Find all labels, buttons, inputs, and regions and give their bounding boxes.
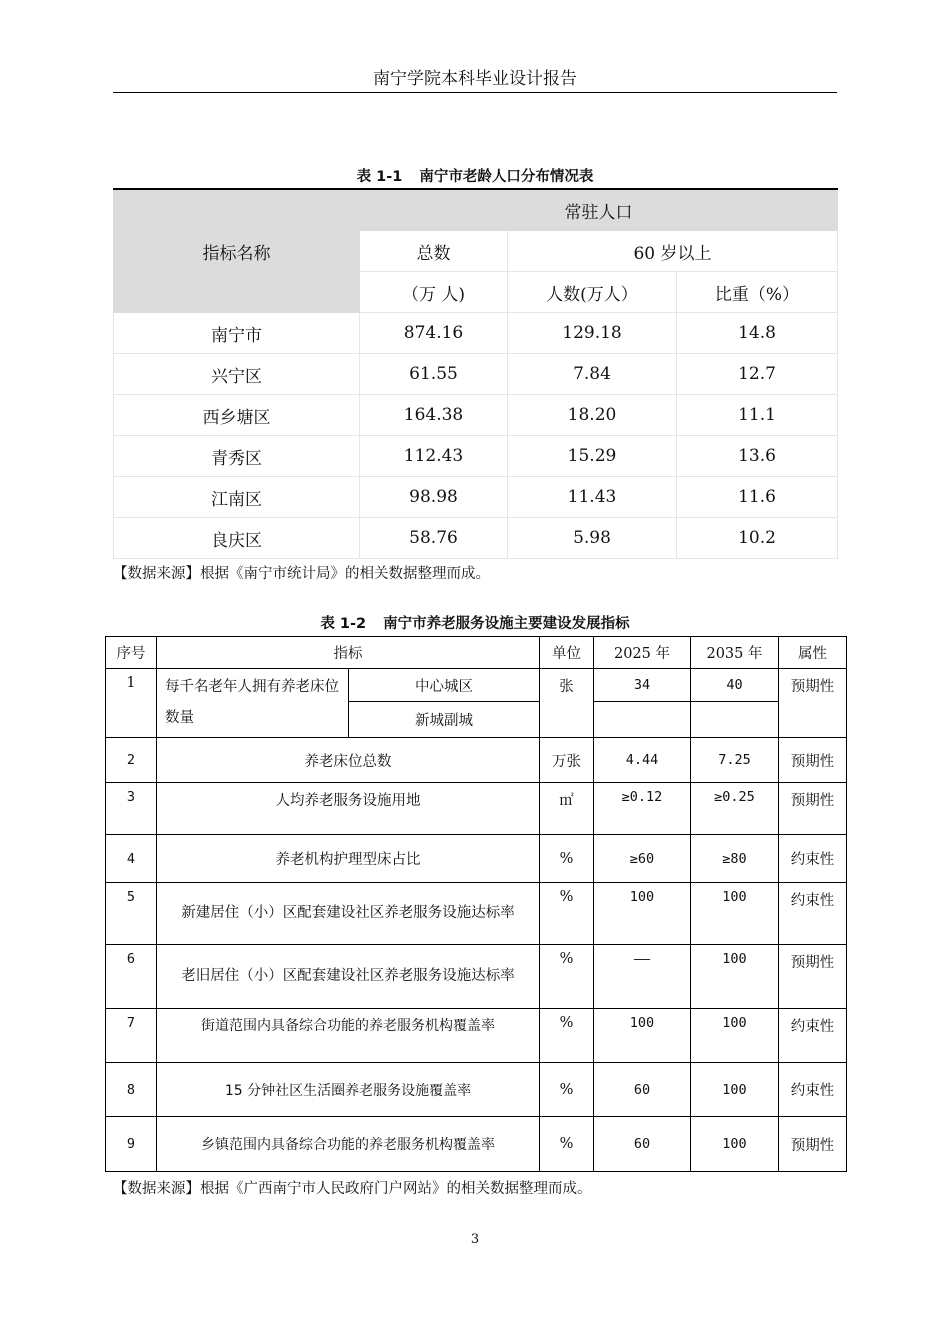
table2-source-note: 【数据来源】根据《广西南宁市人民政府门户网站》的相关数据整理而成。	[113, 1181, 592, 1197]
table1-elderly-population	[113, 188, 838, 559]
table-row	[106, 783, 847, 835]
table2-cell-unit: 张	[540, 669, 594, 738]
table2-cell-unit: ㎡	[540, 783, 594, 835]
table-row	[106, 1117, 847, 1172]
table2-cell-seq: 2	[106, 738, 157, 783]
table1-cell-count: 5.98	[508, 518, 677, 559]
table2-cell-unit: %	[540, 1063, 594, 1117]
table1-header-ratio: 比重（%）	[677, 272, 838, 313]
table2-cell-2035: 7.25	[691, 738, 779, 783]
table1-caption-number: 表 1-1	[356, 169, 403, 185]
table2-cell-unit: %	[540, 945, 594, 1009]
table2-header-attr: 属性	[779, 637, 847, 669]
table1-cell-ratio: 11.1	[677, 395, 838, 436]
table2-cell-attr: 约束性	[779, 1063, 847, 1117]
table2-cell-2025: 34	[594, 669, 691, 702]
table2-cell-2025-empty	[594, 702, 691, 738]
table1-header-indicator: 指标名称	[114, 189, 360, 313]
table-row	[114, 436, 838, 477]
table2-caption	[105, 613, 845, 635]
table1-cell-total: 98.98	[360, 477, 508, 518]
table2-cell-seq: 7	[106, 1009, 157, 1063]
table2-caption-title: 南宁市养老服务设施主要建设发展指标	[383, 616, 630, 632]
table1-cell-name: 兴宁区	[114, 354, 360, 395]
table-row	[114, 354, 838, 395]
table1-header-over60: 60 岁以上	[508, 231, 838, 272]
table2-cell-indicator: 乡镇范围内具备综合功能的养老服务机构覆盖率	[157, 1117, 540, 1172]
table2-header-2025: 2025 年	[594, 637, 691, 669]
table1-header-total-unit: （万 人)	[360, 272, 508, 313]
table1-header-group: 常驻人口	[360, 189, 838, 231]
table-row	[106, 883, 847, 945]
table2-cell-seq: 4	[106, 835, 157, 883]
table2-cell-seq: 5	[106, 883, 157, 945]
table1-cell-name: 良庆区	[114, 518, 360, 559]
table2-cell-2025: 60	[594, 1063, 691, 1117]
table1-cell-total: 874.16	[360, 313, 508, 354]
table2-cell-sub-new: 新城副城	[349, 702, 540, 738]
table2-cell-2025: ≥0.12	[594, 783, 691, 835]
table2-cell-attr: 约束性	[779, 883, 847, 945]
table2-cell-unit: %	[540, 883, 594, 945]
table1-header-row	[114, 189, 838, 231]
table2-facility-indicators	[105, 636, 847, 1172]
table1-cell-count: 15.29	[508, 436, 677, 477]
table2-cell-2025: 100	[594, 883, 691, 945]
table2-cell-unit: %	[540, 835, 594, 883]
table1-cell-name: 江南区	[114, 477, 360, 518]
table1-source-note: 【数据来源】根据《南宁市统计局》的相关数据整理而成。	[113, 566, 490, 582]
table2-cell-indicator: 每千名老年人拥有养老床位数量	[157, 669, 349, 738]
table2-cell-sub-central: 中心城区	[349, 669, 540, 702]
table-row	[106, 738, 847, 783]
table1-cell-count: 11.43	[508, 477, 677, 518]
table2-cell-attr: 预期性	[779, 945, 847, 1009]
table1-caption	[113, 166, 837, 188]
table1-cell-ratio: 11.6	[677, 477, 838, 518]
table1-header-count: 人数(万人）	[508, 272, 677, 313]
table2-cell-2035: 100	[691, 945, 779, 1009]
table1-caption-title: 南宁市老龄人口分布情况表	[419, 169, 594, 185]
table1-cell-total: 164.38	[360, 395, 508, 436]
table2-cell-seq: 6	[106, 945, 157, 1009]
table2-cell-2035: 40	[691, 669, 779, 702]
table1-cell-ratio: 13.6	[677, 436, 838, 477]
table2-cell-indicator: 养老机构护理型床占比	[157, 835, 540, 883]
running-header	[113, 66, 837, 93]
page-number: 3	[470, 1232, 480, 1247]
table1-cell-ratio: 10.2	[677, 518, 838, 559]
table2-cell-indicator: 15 分钟社区生活圈养老服务设施覆盖率	[157, 1063, 540, 1117]
table2-cell-2025: 100	[594, 1009, 691, 1063]
table2-cell-2025: 4.44	[594, 738, 691, 783]
table2-cell-attr: 预期性	[779, 783, 847, 835]
table1-cell-name: 南宁市	[114, 313, 360, 354]
table2-cell-2035: 100	[691, 1009, 779, 1063]
table2-cell-2025: ≥60	[594, 835, 691, 883]
table2-cell-2035-empty	[691, 702, 779, 738]
table1-cell-total: 61.55	[360, 354, 508, 395]
table1-cell-count: 7.84	[508, 354, 677, 395]
table2-cell-2035: ≥0.25	[691, 783, 779, 835]
table-row	[106, 835, 847, 883]
table1-cell-name: 青秀区	[114, 436, 360, 477]
table2-cell-unit: %	[540, 1117, 594, 1172]
table2-cell-seq: 3	[106, 783, 157, 835]
table2-cell-indicator: 老旧居住（小）区配套建设社区养老服务设施达标率	[157, 945, 540, 1009]
table-row	[114, 477, 838, 518]
table-row	[106, 1063, 847, 1117]
table2-header-seq: 序号	[106, 637, 157, 669]
table1-cell-ratio: 14.8	[677, 313, 838, 354]
table2-cell-attr: 预期性	[779, 1117, 847, 1172]
table2-cell-attr: 约束性	[779, 1009, 847, 1063]
table2-cell-indicator: 街道范围内具备综合功能的养老服务机构覆盖率	[157, 1009, 540, 1063]
table-row	[106, 945, 847, 1009]
table1-cell-name: 西乡塘区	[114, 395, 360, 436]
table2-cell-indicator: 养老床位总数	[157, 738, 540, 783]
table2-cell-unit: %	[540, 1009, 594, 1063]
table2-cell-attr: 预期性	[779, 738, 847, 783]
table2-header-2035: 2035 年	[691, 637, 779, 669]
table-row	[106, 1009, 847, 1063]
table2-cell-2025: ——	[594, 945, 691, 1009]
table-row	[106, 669, 847, 702]
table1-cell-ratio: 12.7	[677, 354, 838, 395]
table2-cell-2035: 100	[691, 1063, 779, 1117]
table2-cell-seq: 9	[106, 1117, 157, 1172]
table1-header-total: 总数	[360, 231, 508, 272]
table-row	[114, 395, 838, 436]
table2-header-row	[106, 637, 847, 669]
table1-cell-total: 58.76	[360, 518, 508, 559]
table2-header-unit: 单位	[540, 637, 594, 669]
table2-cell-2035: 100	[691, 1117, 779, 1172]
table2-cell-seq: 1	[106, 669, 157, 738]
table2-cell-unit: 万张	[540, 738, 594, 783]
table2-cell-indicator: 人均养老服务设施用地	[157, 783, 540, 835]
table1-cell-count: 18.20	[508, 395, 677, 436]
running-header-title: 南宁学院本科毕业设计报告	[373, 69, 577, 89]
table2-cell-indicator: 新建居住（小）区配套建设社区养老服务设施达标率	[157, 883, 540, 945]
table2-cell-2035: ≥80	[691, 835, 779, 883]
table-row	[114, 518, 838, 559]
table1-cell-count: 129.18	[508, 313, 677, 354]
table2-cell-2025: 60	[594, 1117, 691, 1172]
table2-cell-attr: 约束性	[779, 835, 847, 883]
table2-header-indicator: 指标	[157, 637, 540, 669]
table2-cell-seq: 8	[106, 1063, 157, 1117]
table2-caption-number: 表 1-2	[320, 616, 367, 632]
table1-cell-total: 112.43	[360, 436, 508, 477]
table-row	[114, 313, 838, 354]
table2-cell-2035: 100	[691, 883, 779, 945]
table2-cell-attr: 预期性	[779, 669, 847, 738]
